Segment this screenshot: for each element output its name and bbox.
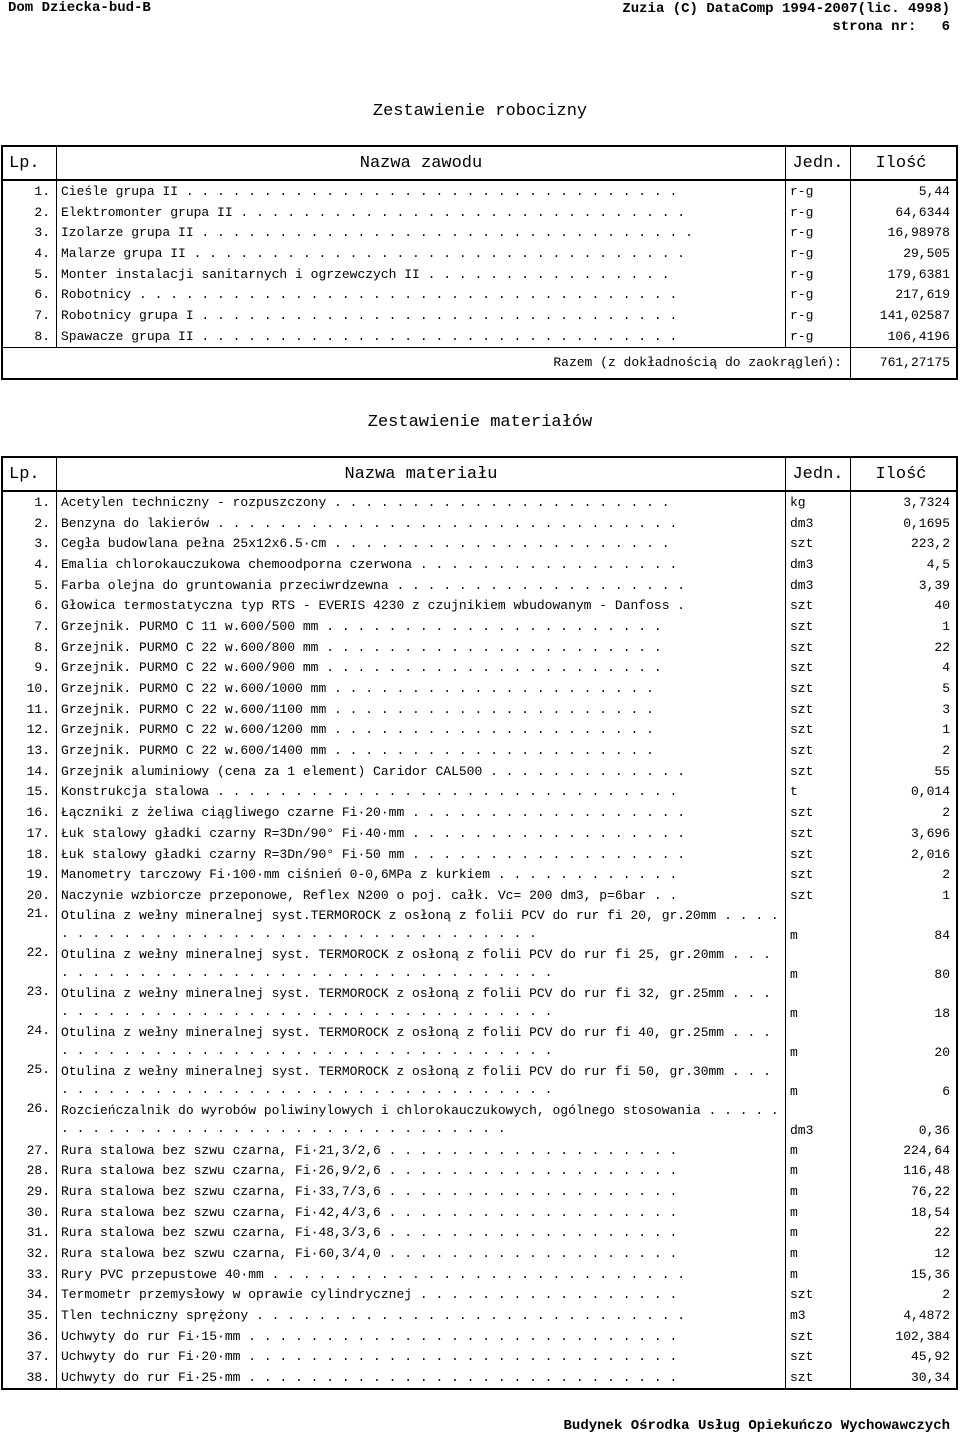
row-name: Malarze grupa II . . . . . . . . . . . . . . . . . . . . . . . . . . . . . . . . [57, 243, 786, 264]
row-quantity: 0,014 [910, 784, 950, 800]
col-unit-header: Jedn. [786, 146, 851, 180]
row-number: 1. [2, 491, 57, 513]
row-quantity: 1 [942, 887, 950, 903]
row-quantity: 12 [934, 1246, 950, 1262]
table-row [2, 823, 957, 844]
row-name: Benzyna do lakierów . . . . . . . . . . . . . . . . . . . . . . . . . . . . . . [57, 513, 786, 534]
row-number: 11. [2, 699, 57, 720]
table-row [2, 740, 957, 761]
row-unit: szt [786, 885, 851, 906]
table-row [2, 761, 957, 782]
col-name-header: Nazwa zawodu [57, 146, 786, 180]
col-lp-header: Lp. [2, 457, 57, 491]
row-unit: dm3 [786, 513, 851, 534]
row-number: 29. [2, 1181, 57, 1202]
table-row [2, 491, 957, 513]
row-name: Uchwyty do rur Fi·20·mm . . . . . . . . . . . . . . . . . . . . . . . . . . . . [57, 1347, 786, 1368]
row-unit: r-g [786, 264, 851, 285]
row-name: Tlen techniczny sprężony . . . . . . . . . . . . . . . . . . . . . . . . . . . . [57, 1305, 786, 1326]
row-name: Izolarze grupa II . . . . . . . . . . . . . . . . . . . . . . . . . . . . . . . . [57, 222, 786, 243]
row-name: Elektromonter grupa II . . . . . . . . . . . . . . . . . . . . . . . . . . . . . [57, 202, 786, 223]
row-name: Rura stalowa bez szwu czarna, Fi·26,9/2,6 . . . . . . . . . . . . . . . . . . . [57, 1160, 786, 1181]
table-row [2, 658, 957, 679]
row-quantity: 18,54 [910, 1204, 950, 1220]
table-row [2, 222, 957, 243]
row-quantity: 179,6381 [887, 266, 950, 282]
row-unit: szt [786, 595, 851, 616]
row-unit: r-g [786, 222, 851, 243]
row-name: Łuk stalowy gładki czarny R=3Dn/90° Fi·50 mm . . . . . . . . . . . . . . . . . . [57, 844, 786, 865]
row-quantity: 0,36 [918, 1122, 950, 1138]
table-row [2, 984, 957, 1023]
row-quantity: 2 [942, 1287, 950, 1303]
row-quantity: 1 [942, 722, 950, 738]
table-row [2, 305, 957, 326]
row-number: 32. [2, 1243, 57, 1264]
document-header-left: Dom Dziecka-bud-B [8, 0, 151, 16]
row-quantity: 64,6344 [895, 204, 950, 220]
row-unit: m [786, 1023, 851, 1062]
row-number: 7. [2, 305, 57, 326]
table-row [2, 1160, 957, 1181]
table-row [2, 1285, 957, 1306]
table-row [2, 637, 957, 658]
row-name: Rura stalowa bez szwu czarna, Fi·42,4/3,6 . . . . . . . . . . . . . . . . . . . [57, 1202, 786, 1223]
row-unit: szt [786, 658, 851, 679]
row-number: 2. [2, 513, 57, 534]
row-unit: r-g [786, 202, 851, 223]
labor-title: Zestawienie robocizny [372, 102, 588, 121]
row-quantity: 5 [942, 681, 950, 697]
row-number: 12. [2, 720, 57, 741]
row-number: 10. [2, 678, 57, 699]
row-name: Uchwyty do rur Fi·25·mm . . . . . . . . . . . . . . . . . . . . . . . . . . . . [57, 1367, 786, 1389]
table-row [2, 945, 957, 984]
row-name: Emalia chlorokauczukowa chemoodporna czerwona . . . . . . . . . . . . . . . . . [57, 554, 786, 575]
row-name: Rury PVC przepustowe 40·mm . . . . . . . . . . . . . . . . . . . . . . . . . . . [57, 1264, 786, 1285]
table-row [2, 202, 957, 223]
row-name: Łuk stalowy gładki czarny R=3Dn/90° Fi·40·mm . . . . . . . . . . . . . . . . . . [57, 823, 786, 844]
table-row [2, 554, 957, 575]
row-number: 6. [2, 284, 57, 305]
row-quantity: 80 [934, 966, 950, 982]
row-name: Monter instalacji sanitarnych i ogrzewczych II . . . . . . . . . . . . . . . . [57, 264, 786, 285]
row-number: 23. [2, 984, 57, 1023]
row-name: Konstrukcja stalowa . . . . . . . . . . . . . . . . . . . . . . . . . . . . . . [57, 782, 786, 803]
row-quantity: 15,36 [910, 1266, 950, 1282]
table-row [2, 533, 957, 554]
row-number: 8. [2, 326, 57, 347]
row-quantity: 4 [942, 660, 950, 676]
row-quantity: 30,34 [910, 1370, 950, 1386]
row-quantity: 3,39 [918, 577, 950, 593]
row-quantity: 29,505 [903, 245, 950, 261]
document-header-right [622, 0, 950, 36]
row-number: 18. [2, 844, 57, 865]
table-row [2, 802, 957, 823]
table-row [2, 782, 957, 803]
row-quantity: 6 [942, 1083, 950, 1099]
table-row [2, 885, 957, 906]
row-quantity: 106,4196 [887, 328, 950, 344]
row-name: Farba olejna do gruntowania przeciwrdzewna . . . . . . . . . . . . . . . . . . . [57, 575, 786, 596]
row-quantity: 22 [934, 639, 950, 655]
row-quantity: 2 [942, 805, 950, 821]
row-number: 33. [2, 1264, 57, 1285]
row-number: 5. [2, 264, 57, 285]
row-unit: szt [786, 802, 851, 823]
row-name: Otulina z wełny mineralnej syst. TERMOROCK z osłoną z folii PCV do rur fi 25, gr.20mm . . . . . . . . . . . . . . . . . . . . . . . . . . . . . . . . . . . [57, 945, 786, 984]
row-name: Robotnicy grupa I . . . . . . . . . . . . . . . . . . . . . . . . . . . . . . . [57, 305, 786, 326]
row-name: Głowica termostatyczna typ RTS - EVERIS 4230 z czujnikiem wbudowanym - Danfoss . [57, 595, 786, 616]
row-quantity: 141,02587 [879, 307, 950, 323]
row-name: Rozcieńczalnik do wyrobów poliwinylowych i chlorokauczukowych, ogólnego stosowania . . . . . . . . . . . . . . . . . . . . . . . . . . . . . . . . . . [57, 1101, 786, 1140]
row-quantity: 45,92 [910, 1349, 950, 1365]
row-quantity: 4,5 [926, 556, 950, 572]
row-number: 17. [2, 823, 57, 844]
row-unit: m [786, 984, 851, 1023]
row-unit: m [786, 1223, 851, 1244]
row-quantity: 116,48 [903, 1163, 950, 1179]
row-number: 6. [2, 595, 57, 616]
row-number: 7. [2, 616, 57, 637]
table-row [2, 1347, 957, 1368]
row-number: 3. [2, 222, 57, 243]
row-unit: szt [786, 533, 851, 554]
table-row [2, 1101, 957, 1140]
row-quantity: 3,7324 [903, 494, 950, 510]
row-unit: szt [786, 616, 851, 637]
row-unit: szt [786, 823, 851, 844]
labor-sum-value: 761,27175 [851, 347, 958, 379]
row-quantity: 22 [934, 1225, 950, 1241]
row-number: 35. [2, 1305, 57, 1326]
table-row [2, 284, 957, 305]
document-footer: Budynek Ośrodka Usług Opiekuńczo Wychowawczych [563, 1418, 950, 1434]
software-credit: Zuzia (C) DataComp 1994-2007(lic. 4998) [622, 1, 950, 17]
row-unit: szt [786, 678, 851, 699]
row-quantity: 55 [934, 763, 950, 779]
row-name: Cegła budowlana pełna 25x12x6.5·cm . . . . . . . . . . . . . . . . . . . . . . [57, 533, 786, 554]
row-name: Spawacze grupa II . . . . . . . . . . . . . . . . . . . . . . . . . . . . . . . [57, 326, 786, 347]
materials-title: Zestawienie materiałów [367, 413, 593, 432]
row-quantity: 4,4872 [903, 1308, 950, 1324]
col-name-header: Nazwa materiału [57, 457, 786, 491]
row-unit: kg [786, 491, 851, 513]
row-number: 31. [2, 1223, 57, 1244]
row-number: 2. [2, 202, 57, 223]
row-name: Grzejnik. PURMO C 22 w.600/900 mm . . . . . . . . . . . . . . . . . . . . . . [57, 658, 786, 679]
row-unit: m [786, 945, 851, 984]
row-name: Otulina z wełny mineralnej syst. TERMOROCK z osłoną z folii PCV do rur fi 40, gr.25mm . . . . . . . . . . . . . . . . . . . . . . . . . . . . . . . . . . . [57, 1023, 786, 1062]
row-number: 3. [2, 533, 57, 554]
table-row [2, 1305, 957, 1326]
row-name: Acetylen techniczny - rozpuszczony . . . . . . . . . . . . . . . . . . . . . . [57, 491, 786, 513]
table-row [2, 595, 957, 616]
row-number: 21. [2, 906, 57, 945]
row-unit: m [786, 1181, 851, 1202]
table-row [2, 180, 957, 202]
col-qty-header: Ilość [851, 457, 958, 491]
row-unit: r-g [786, 326, 851, 347]
table-row [2, 906, 957, 945]
row-number: 8. [2, 637, 57, 658]
row-unit: szt [786, 1326, 851, 1347]
row-number: 24. [2, 1023, 57, 1062]
row-unit: szt [786, 844, 851, 865]
row-unit: szt [786, 699, 851, 720]
row-number: 34. [2, 1285, 57, 1306]
row-unit: szt [786, 1367, 851, 1389]
row-name: Grzejnik. PURMO C 22 w.600/1400 mm . . . . . . . . . . . . . . . . . . . . . [57, 740, 786, 761]
row-unit: m [786, 1062, 851, 1101]
row-name: Robotnicy . . . . . . . . . . . . . . . . . . . . . . . . . . . . . . . . . . . [57, 284, 786, 305]
table-row [2, 1367, 957, 1389]
col-lp-header: Lp. [2, 146, 57, 180]
row-quantity: 102,384 [895, 1328, 950, 1344]
row-quantity: 76,22 [910, 1183, 950, 1199]
row-number: 15. [2, 782, 57, 803]
row-unit: dm3 [786, 554, 851, 575]
row-number: 13. [2, 740, 57, 761]
table-row [2, 243, 957, 264]
table-row [2, 864, 957, 885]
row-quantity: 20 [934, 1044, 950, 1060]
table-row [2, 326, 957, 347]
table-row [2, 1223, 957, 1244]
row-name: Otulina z wełny mineralnej syst. TERMOROCK z osłoną z folii PCV do rur fi 32, gr.25mm . . . . . . . . . . . . . . . . . . . . . . . . . . . . . . . . . . . [57, 984, 786, 1023]
row-name: Rura stalowa bez szwu czarna, Fi·48,3/3,6 . . . . . . . . . . . . . . . . . . . [57, 1223, 786, 1244]
row-unit: szt [786, 1285, 851, 1306]
row-number: 14. [2, 761, 57, 782]
table-row [2, 1264, 957, 1285]
table-row [2, 1062, 957, 1101]
row-quantity: 2,016 [910, 846, 950, 862]
row-unit: m [786, 1202, 851, 1223]
row-number: 36. [2, 1326, 57, 1347]
row-name: Manometry tarczowy Fi·100·mm ciśnień 0-0,6MPa z kurkiem . . . . . . . . . . . . [57, 864, 786, 885]
row-unit: m3 [786, 1305, 851, 1326]
col-qty-header: Ilość [851, 146, 958, 180]
row-unit: szt [786, 761, 851, 782]
row-number: 4. [2, 243, 57, 264]
table-row [2, 513, 957, 534]
row-quantity: 2 [942, 743, 950, 759]
row-quantity: 2 [942, 867, 950, 883]
row-number: 20. [2, 885, 57, 906]
row-quantity: 217,619 [895, 287, 950, 303]
row-number: 5. [2, 575, 57, 596]
row-quantity: 5,44 [918, 183, 950, 199]
page-number: strona nr: 6 [832, 19, 950, 35]
row-quantity: 224,64 [903, 1142, 950, 1158]
table-row [2, 264, 957, 285]
row-quantity: 223,2 [910, 536, 950, 552]
row-unit: szt [786, 864, 851, 885]
row-unit: r-g [786, 284, 851, 305]
row-unit: m [786, 1140, 851, 1161]
row-unit: szt [786, 637, 851, 658]
row-number: 16. [2, 802, 57, 823]
table-row [2, 1140, 957, 1161]
row-number: 26. [2, 1101, 57, 1140]
table-row [2, 1023, 957, 1062]
row-number: 30. [2, 1202, 57, 1223]
row-name: Grzejnik. PURMO C 22 w.600/1000 mm . . . . . . . . . . . . . . . . . . . . . [57, 678, 786, 699]
row-number: 19. [2, 864, 57, 885]
table-row [2, 1243, 957, 1264]
row-unit: m [786, 1160, 851, 1181]
row-name: Otulina z wełny mineralnej syst. TERMOROCK z osłoną z folii PCV do rur fi 50, gr.30mm . . . . . . . . . . . . . . . . . . . . . . . . . . . . . . . . . . . [57, 1062, 786, 1101]
table-row [2, 699, 957, 720]
row-number: 25. [2, 1062, 57, 1101]
row-unit: r-g [786, 243, 851, 264]
row-unit: t [786, 782, 851, 803]
row-number: 28. [2, 1160, 57, 1181]
row-name: Rura stalowa bez szwu czarna, Fi·33,7/3,6 . . . . . . . . . . . . . . . . . . . [57, 1181, 786, 1202]
row-number: 27. [2, 1140, 57, 1161]
row-quantity: 18 [934, 1005, 950, 1021]
row-quantity: 0,1695 [903, 515, 950, 531]
row-quantity: 3,696 [910, 825, 950, 841]
row-unit: r-g [786, 180, 851, 202]
row-unit: szt [786, 720, 851, 741]
row-name: Grzejnik. PURMO C 22 w.600/800 mm . . . . . . . . . . . . . . . . . . . . . . [57, 637, 786, 658]
row-unit: dm3 [786, 1101, 851, 1140]
row-number: 37. [2, 1347, 57, 1368]
table-row [2, 575, 957, 596]
table-row [2, 678, 957, 699]
row-name: Grzejnik aluminiowy (cena za 1 element) Caridor CAL500 . . . . . . . . . . . . . [57, 761, 786, 782]
row-number: 1. [2, 180, 57, 202]
row-number: 22. [2, 945, 57, 984]
table-row [2, 1202, 957, 1223]
row-unit: szt [786, 1347, 851, 1368]
row-name: Termometr przemysłowy w oprawie cylindrycznej . . . . . . . . . . . . . . . . . [57, 1285, 786, 1306]
row-unit: m [786, 906, 851, 945]
table-row [2, 720, 957, 741]
row-name: Cieśle grupa II . . . . . . . . . . . . . . . . . . . . . . . . . . . . . . . . [57, 180, 786, 202]
labor-table [1, 145, 958, 380]
row-name: Rura stalowa bez szwu czarna, Fi·21,3/2,6 . . . . . . . . . . . . . . . . . . . [57, 1140, 786, 1161]
row-name: Otulina z wełny mineralnej syst.TERMOROCK z osłoną z folii PCV do rur fi 20, gr.20mm . . . . . . . . . . . . . . . . . . . . . . . . . . . . . . . . . . . [57, 906, 786, 945]
row-name: Grzejnik. PURMO C 22 w.600/1100 mm . . . . . . . . . . . . . . . . . . . . . [57, 699, 786, 720]
row-quantity: 40 [934, 598, 950, 614]
row-unit: szt [786, 740, 851, 761]
table-row [2, 616, 957, 637]
row-unit: m [786, 1264, 851, 1285]
col-unit-header: Jedn. [786, 457, 851, 491]
labor-sum-label: Razem (z dokładnością do zaokrągleń): [2, 347, 851, 379]
row-name: Grzejnik. PURMO C 11 w.600/500 mm . . . . . . . . . . . . . . . . . . . . . . [57, 616, 786, 637]
row-quantity: 16,98978 [887, 225, 950, 241]
row-number: 4. [2, 554, 57, 575]
row-quantity: 3 [942, 701, 950, 717]
row-name: Rura stalowa bez szwu czarna, Fi·60,3/4,0 . . . . . . . . . . . . . . . . . . . [57, 1243, 786, 1264]
table-row [2, 1181, 957, 1202]
row-name: Uchwyty do rur Fi·15·mm . . . . . . . . . . . . . . . . . . . . . . . . . . . . [57, 1326, 786, 1347]
row-name: Łączniki z żeliwa ciągliwego czarne Fi·20·mm . . . . . . . . . . . . . . . . . . [57, 802, 786, 823]
row-quantity: 84 [934, 927, 950, 943]
row-name: Grzejnik. PURMO C 22 w.600/1200 mm . . . . . . . . . . . . . . . . . . . . . [57, 720, 786, 741]
row-unit: r-g [786, 305, 851, 326]
table-row [2, 844, 957, 865]
row-number: 38. [2, 1367, 57, 1389]
row-unit: m [786, 1243, 851, 1264]
row-name: Naczynie wzbiorcze przeponowe, Reflex N200 o poj. całk. Vc= 200 dm3, p=6bar . . [57, 885, 786, 906]
row-unit: dm3 [786, 575, 851, 596]
table-row [2, 1326, 957, 1347]
materials-table [1, 456, 958, 1390]
row-quantity: 1 [942, 618, 950, 634]
row-number: 9. [2, 658, 57, 679]
